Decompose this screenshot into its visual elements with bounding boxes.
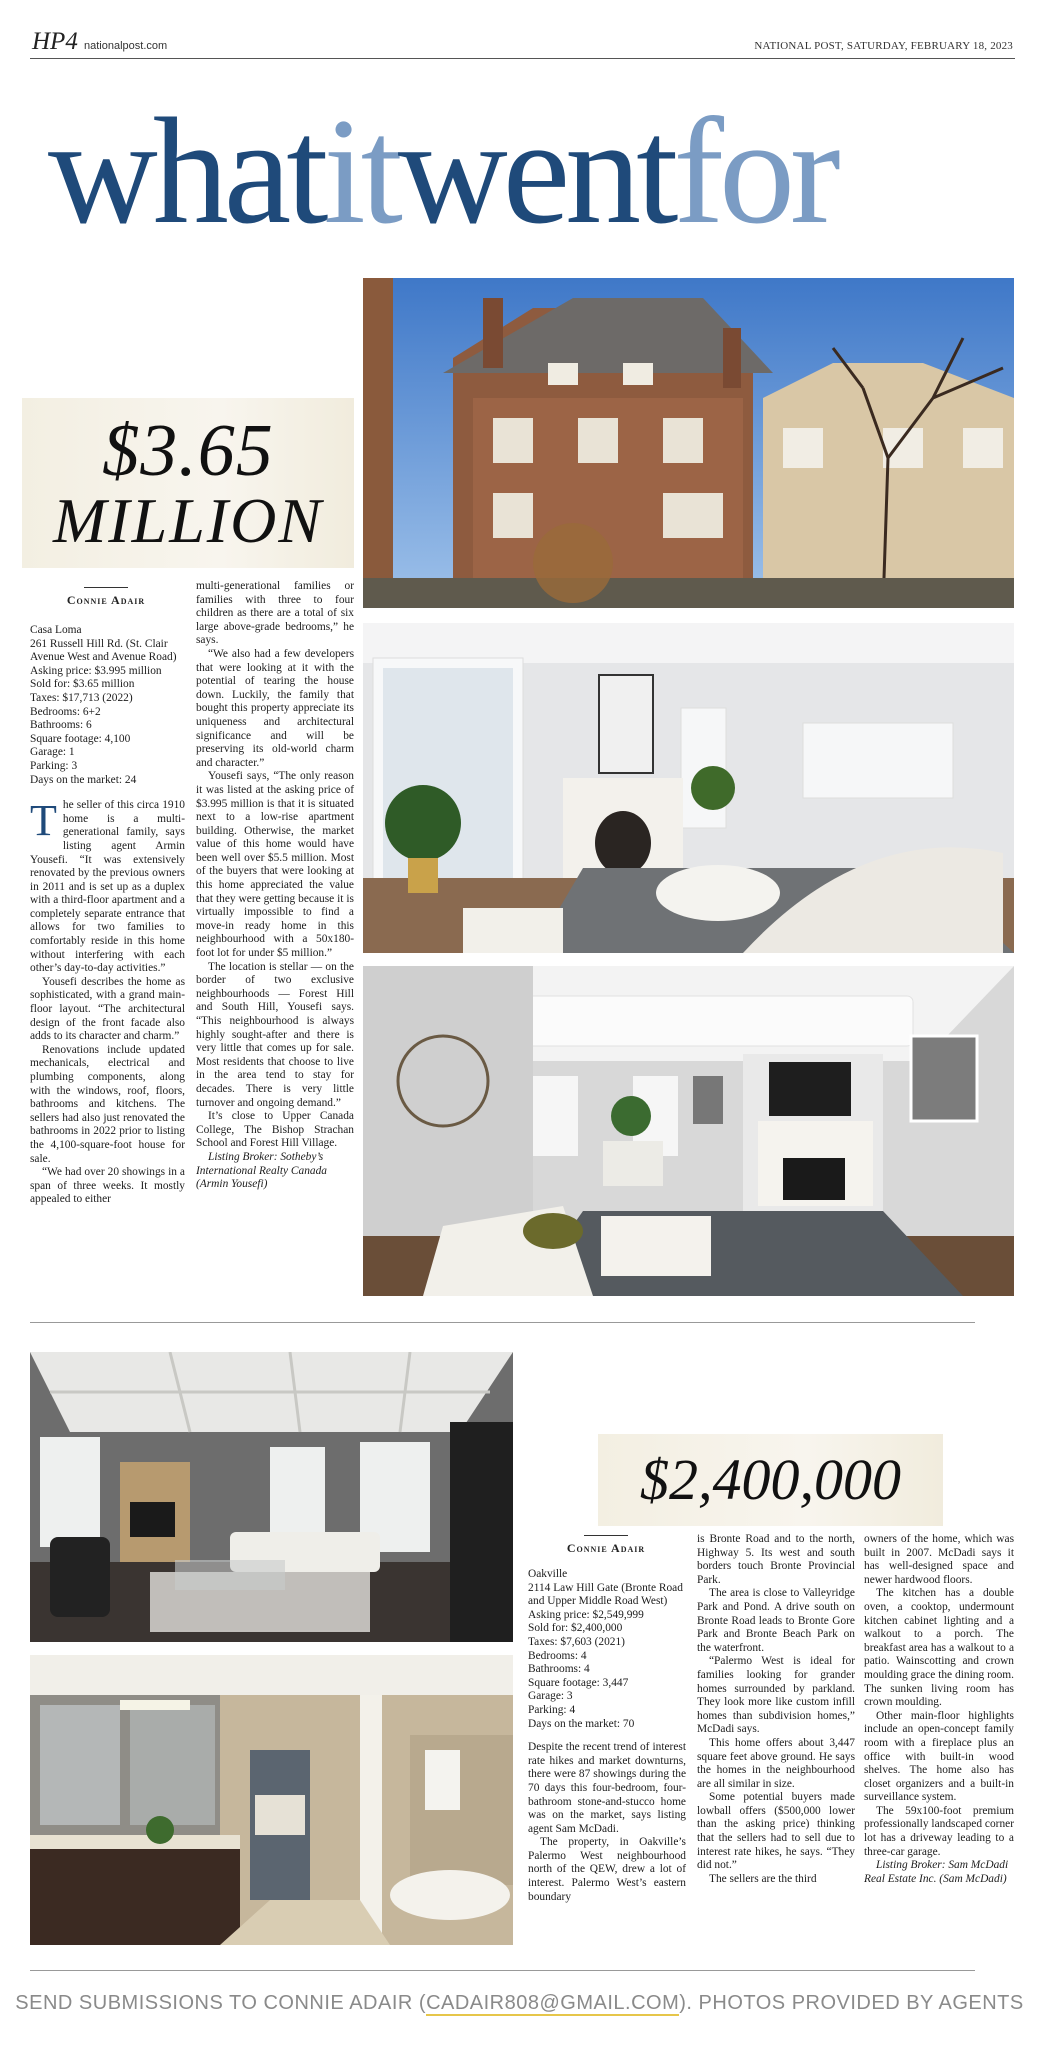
fact-line: Taxes: $17,713 (2022) xyxy=(30,691,133,704)
article-paragraph: “We also had a few developers that were looking at it with the potential of tearing the house down. Luckily, the family that bought this property appreciate its uniqueness and architectural significance and will be preserving its old-world charm and character.” xyxy=(196,647,354,769)
article-paragraph: The location is stellar — on the border of two exclusive neighbourhoods — Forest Hill and South Hill, Yousefi says. “This neighbourhood is always highly sought-after and there is very little that comes up for sale. Most residents that choose to live in the area tend to stay for decades. There is very little turnover and ongoing demand.” xyxy=(196,960,354,1109)
site-name: nationalpost.com xyxy=(84,40,168,52)
article-paragraph: Some potential buyers made lowball offers ($500,000 lower than the asking price) thinking that the sellers had to sell due to interest rate hikes, he says. “They did not.” xyxy=(697,1791,855,1872)
fact-line: Bathrooms: 6 xyxy=(30,719,92,732)
listing2-column-3 xyxy=(864,1533,1014,1886)
fact-line: Taxes: $7,603 (2021) xyxy=(528,1635,625,1648)
article-paragraph: The 59x100-foot premium professionally landscaped corner lot has a driveway leading to a three-car garage. xyxy=(864,1804,1014,1858)
article-paragraph: The sellers are the third xyxy=(709,1872,817,1885)
listing1-price-unit: MILLION xyxy=(52,485,324,556)
article-paragraph: is Bronte Road and to the north, Highway 5. Its west and south borders touch Bronte Provincial Park. xyxy=(697,1533,855,1586)
fact-line: Sold for: $3.65 million xyxy=(30,678,135,691)
section-divider xyxy=(30,1322,975,1323)
byline-rule xyxy=(84,587,128,588)
fact-line: Bedrooms: 6+2 xyxy=(30,705,101,718)
footer-lead: SEND SUBMISSIONS TO CONNIE ADAIR ( xyxy=(15,1992,427,2014)
submission-email-link[interactable]: CADAIR808@GMAIL.COM xyxy=(426,1992,680,2014)
article-paragraph: The area is close to Valleyridge Park and Pond. A drive south on Bronte Road leads to Bronte Gore Park and Bronte Beach Park on the waterfront. xyxy=(697,1587,855,1654)
listing2-byline: Connie Adair xyxy=(566,1541,646,1555)
masthead-what: what xyxy=(48,87,324,255)
listing1-price: $3.65 xyxy=(102,410,274,492)
fact-line: Asking price: $3.995 million xyxy=(30,664,162,677)
article-paragraph: multi-generational families or families with three to four children as there are a total of six large above-grade bedrooms,” he says. xyxy=(196,580,354,647)
listing1-price-box xyxy=(22,398,354,568)
fact-line: 261 Russell Hill Rd. (St. Clair Avenue West and Avenue Road) xyxy=(30,637,177,664)
den-photo xyxy=(30,1352,513,1642)
listing1-column-1 xyxy=(30,624,185,1207)
article-paragraph: Yousefi says, “The only reason it was listed at the asking price of $3.995 million is that it is situated next to a low-rise apartment building. Otherwise, the market value of this home would have been well over $5.5 million. Most of the buyers that were looking at this home appreciated the value that they were getting because it is virtually impossible to find a move-in ready home in this neighbourhood with a 50x180-foot lot for under $5 million.” xyxy=(196,770,354,960)
article-paragraph: “Palermo West is ideal for families looking for grander homes surrounded by parkland. They look more like custom infill homes than subdivision homes,” McDadi says. xyxy=(697,1655,855,1736)
fact-line: Oakville xyxy=(528,1568,568,1580)
section-masthead xyxy=(48,86,1008,256)
footer-credit xyxy=(0,1992,1039,2015)
fact-line: Garage: 1 xyxy=(30,746,75,759)
listing1-column-2 xyxy=(196,580,354,1192)
fact-line: Square footage: 3,447 xyxy=(528,1676,629,1689)
byline-rule xyxy=(584,1535,628,1536)
dateline: NATIONAL POST, SATURDAY, FEBRUARY 18, 2023 xyxy=(754,40,1013,52)
fact-line: Parking: 4 xyxy=(528,1703,576,1716)
fact-line: Days on the market: 70 xyxy=(528,1717,635,1730)
article-paragraph: It’s close to Upper Canada College, The Bishop Strachan School and Forest Hill Village. xyxy=(196,1110,354,1150)
living-room-photo xyxy=(363,623,1014,953)
article-paragraph: he seller of this circa 1910 home is a multi-generational family, says listing agent Armin Yousefi. “It was extensively renovated by the previous owners in 2011 and is set up as a duplex with a third-floor apartment and a completely separate entrance that allows for two families to comfortably reside in this home without interfering with each other’s day-to-day activities.” xyxy=(30,799,185,975)
fact-line: Asking price: $2,549,999 xyxy=(528,1608,644,1621)
fact-line: Bathrooms: 4 xyxy=(528,1663,590,1676)
header-rule xyxy=(30,58,1015,59)
footer-rule xyxy=(30,1970,975,1971)
drop-cap: T xyxy=(30,796,57,846)
article-paragraph: Renovations include updated mechanicals, electrical and plumbing components, along with the windows, roof, floors, bathrooms and kitchens. The sellers had also just renovated the bathrooms in 2022 prior to listing the 4,100-square-foot house for sale. xyxy=(30,1043,185,1165)
masthead-went: went xyxy=(397,87,674,255)
listing2-column-1 xyxy=(528,1568,686,1904)
fact-line: Casa Loma xyxy=(30,624,82,636)
listing2-facts xyxy=(528,1568,686,1731)
masthead-it: it xyxy=(323,87,398,255)
exterior-photo xyxy=(363,278,1014,608)
bathroom-photo xyxy=(30,1655,513,1945)
article-paragraph: This home offers about 3,447 square feet above ground. He says the homes in the neighbourhood are all similar in size. xyxy=(697,1736,855,1790)
listing1-facts xyxy=(30,624,185,787)
masthead-for: for xyxy=(673,87,836,255)
fact-line: 2114 Law Hill Gate (Bronte Road and Upper Middle Road West) xyxy=(528,1581,683,1608)
article-paragraph: The property, in Oakville’s Palermo West neighbourhood north of the QEW, drew a lot of interest. Palermo West’s eastern boundary xyxy=(528,1836,686,1903)
article-paragraph: “We had over 20 showings in a span of three weeks. It mostly appealed to either xyxy=(30,1166,185,1206)
listing1-broker: Listing Broker: Sotheby’s International Realty Canada (Armin Yousefi) xyxy=(196,1150,327,1191)
article-paragraph: Despite the recent trend of interest rate hikes and market downturns, there were 87 showings during the 70 days this four-bedroom, four-bathroom stone-and-stucco home was on the market, says listing agent Sam McDadi. xyxy=(528,1741,686,1835)
fact-line: Garage: 3 xyxy=(528,1690,573,1703)
fact-line: Square footage: 4,100 xyxy=(30,732,131,745)
family-room-photo xyxy=(363,966,1014,1296)
fact-line: Sold for: $2,400,000 xyxy=(528,1622,623,1635)
page-folio: HP4 xyxy=(32,28,78,55)
article-paragraph: owners of the home, which was built in 2007. McDadi says it has well-designed space and newer hardwood floors. xyxy=(864,1533,1014,1586)
fact-line: Days on the market: 24 xyxy=(30,773,137,786)
listing2-broker: Listing Broker: Sam McDadi Real Estate Inc. (Sam McDadi) xyxy=(864,1859,1009,1885)
listing1-byline: Connie Adair xyxy=(66,593,146,607)
footer-tail: ). PHOTOS PROVIDED BY AGENTS xyxy=(679,1992,1024,2014)
listing2-price: $2,400,000 xyxy=(598,1434,943,1526)
listing2-column-2 xyxy=(697,1533,855,1886)
fact-line: Parking: 3 xyxy=(30,759,78,772)
article-paragraph: The kitchen has a double oven, a cooktop, undermount kitchen cabinet lighting and a walkout to a porch. The breakfast area has a walkout to a patio. Wainscotting and crown moulding grace the dining room. The sunken living room has crown moulding. xyxy=(864,1587,1014,1709)
article-paragraph: Other main-floor highlights include an open-concept family room with a fireplace plus an office with built-in wood shelves. The home also has closet organizers and a built-in surveillance system. xyxy=(864,1709,1014,1804)
fact-line: Bedrooms: 4 xyxy=(528,1649,587,1662)
article-paragraph: Yousefi describes the home as sophisticated, with a grand main-floor layout. “The architectural design of the front facade also adds to its character and charm.” xyxy=(30,975,185,1043)
